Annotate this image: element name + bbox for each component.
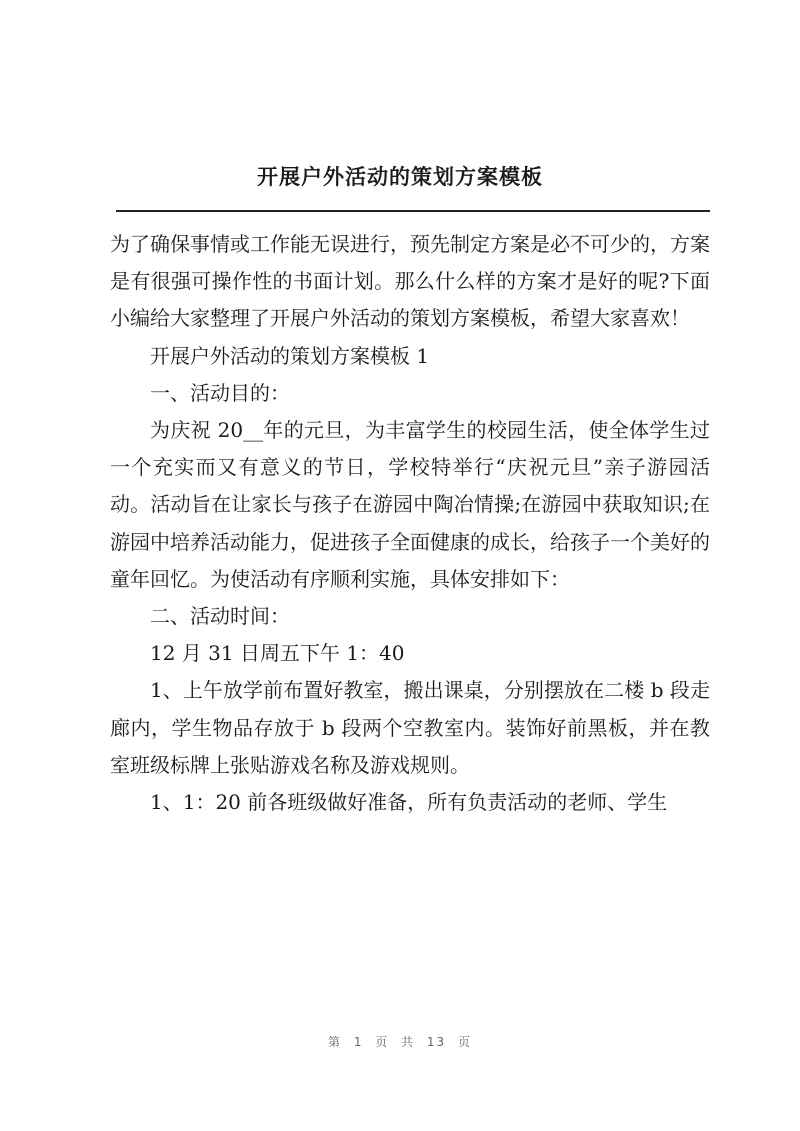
paragraph-activity-date: 12 月 31 日周五下午 1：40 [150,641,405,666]
heading-activity-purpose: 一、活动目的： [150,380,290,405]
paragraph-arrangement-1: 1、上午放学前布置好教室，搬出课桌，分别摆放在二楼 b 段走廊内，学生物品存放于 b 段两个空教室内。装饰好前黑板，并在教室班级标牌上张贴游戏名称及游戏规则。 [110,678,710,777]
title-underline [116,210,710,212]
document-body [110,226,710,821]
paragraph-activity-purpose: 为庆祝 20__年的元旦，为丰富学生的校园生活，使全体学生过一个充实而又有意义的节日，学校特举行“庆祝元旦”亲子游园活动。活动旨在让家长与孩子在游园中陶冶情操;在游园中获取知识;在游园中培养活动能力，促进孩子全面健康的成长，给孩子一个美好的童年回忆。为使活动有序顺利实施，具体安排如下： [110,418,710,591]
paragraph-arrangement-2: 1、1：20 前各班级做好准备，所有负责活动的老师、学生 [150,790,668,815]
page-footer: 第 1 页 共 13 页 [328,1035,472,1049]
heading-activity-time: 二、活动时间： [150,604,290,629]
document-title: 开展户外活动的策划方案模板 [257,164,543,189]
section-heading-template-1: 开展户外活动的策划方案模板 1 [150,343,430,368]
intro-paragraph: 为了确保事情或工作能无误进行，预先制定方案是必不可少的，方案是有很强可操作性的书面计划。那么什么样的方案才是好的呢?下面小编给大家整理了开展户外活动的策划方案模板，希望大家喜欢！ [110,232,710,331]
